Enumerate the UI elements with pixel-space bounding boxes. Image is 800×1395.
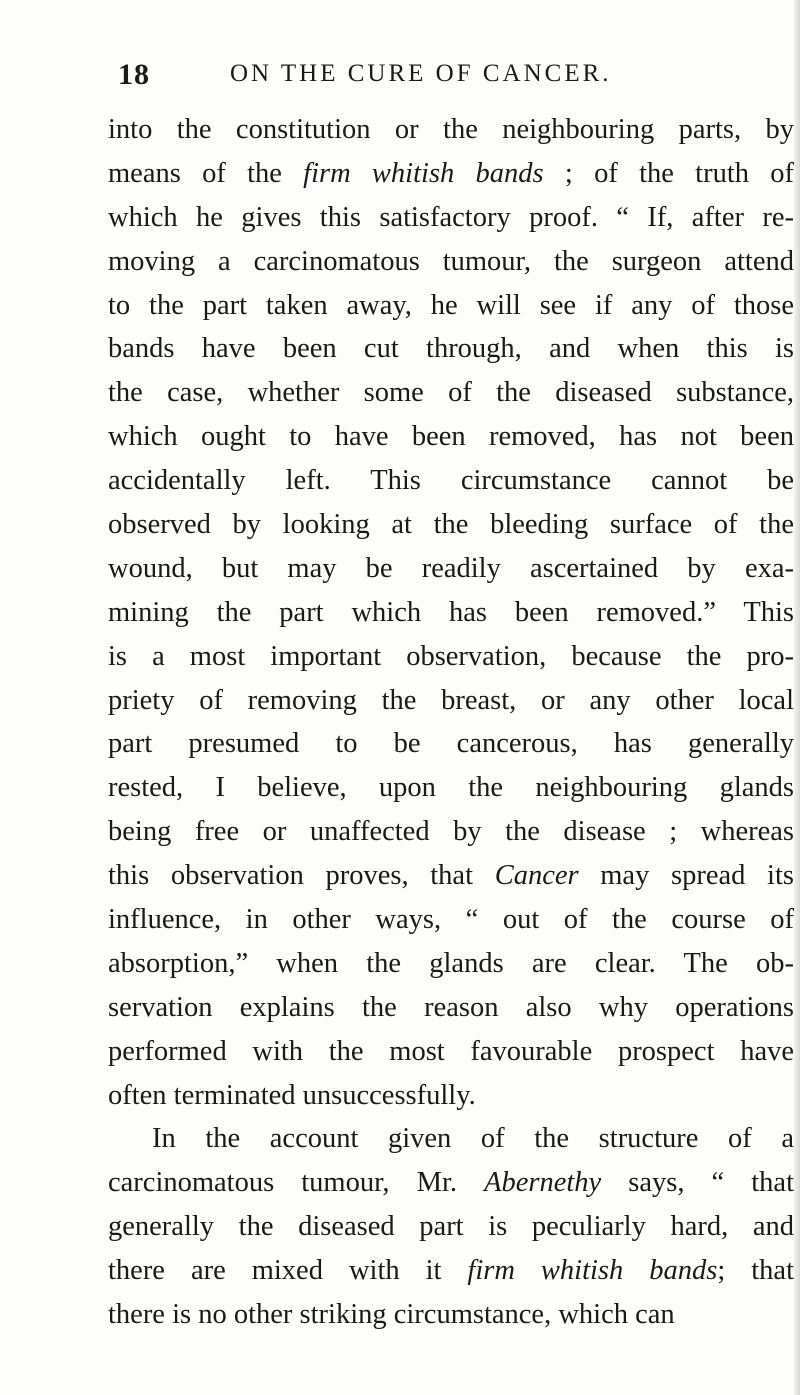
text-line	[108, 635, 794, 679]
italic-phrase: Cancer	[494, 860, 579, 892]
text-run: priety of removing the breast, or any other local	[108, 684, 794, 716]
text-line	[108, 1205, 794, 1249]
text-line	[108, 1293, 794, 1337]
text-run: means of the	[108, 157, 304, 189]
text-run: is a most important observation, because the pro-	[108, 640, 794, 672]
text-run: influence, in other ways, “ out of the course of	[108, 904, 794, 936]
text-run: servation explains the reason also why operations	[108, 991, 794, 1023]
text-run: wound, but may be readily ascertained by exa-	[108, 552, 794, 584]
text-line	[108, 591, 794, 635]
text-run: often terminated unsuccessfully.	[108, 1079, 476, 1111]
text-run: carcinomatous tumour, Mr.	[108, 1167, 485, 1199]
text-run: ; of the truth of	[543, 157, 794, 189]
text-run: there are mixed with it	[108, 1255, 468, 1287]
text-run: In the account given of the structure of a	[152, 1123, 794, 1155]
text-line	[108, 547, 794, 591]
text-line	[108, 1161, 794, 1205]
text-line	[108, 196, 794, 240]
text-line	[108, 722, 794, 766]
page-number: 18	[118, 58, 150, 91]
text-run: part presumed to be cancerous, has generally	[108, 728, 794, 760]
text-line	[108, 415, 794, 459]
text-line	[108, 1030, 794, 1074]
italic-phrase: firm whitish bands	[467, 1255, 718, 1287]
text-line	[108, 679, 794, 723]
text-line	[108, 284, 794, 328]
text-run: performed with the most favourable prospect have	[108, 1035, 794, 1067]
text-run: being free or unaffected by the disease ; whereas	[108, 816, 794, 848]
text-run: generally the diseased part is peculiarly hard, and	[108, 1211, 794, 1243]
text-line	[108, 1074, 794, 1118]
text-run: rested, I believe, upon the neighbouring glands	[108, 772, 794, 804]
text-run: says, “ that	[601, 1167, 794, 1199]
text-run: bands have been cut through, and when this is	[108, 333, 794, 365]
text-run: to the part taken away, he will see if any of those	[108, 289, 794, 321]
italic-phrase: Abernethy	[484, 1167, 602, 1199]
page-edge	[794, 0, 800, 1395]
text-run: the case, whether some of the diseased substance,	[108, 377, 794, 409]
text-run: observed by looking at the bleeding surface of the	[108, 509, 794, 541]
text-line	[108, 1117, 794, 1161]
text-line	[108, 240, 794, 284]
text-line	[108, 854, 794, 898]
text-run: there is no other striking circumstance, which can	[108, 1299, 675, 1331]
text-line	[108, 327, 794, 371]
text-run: absorption,” when the glands are clear. The ob-	[108, 947, 794, 979]
text-run: which ought to have been removed, has not been	[108, 421, 794, 453]
text-line	[108, 766, 794, 810]
text-line	[108, 810, 794, 854]
text-line	[108, 986, 794, 1030]
text-run: into the constitution or the neighbouring parts, by	[108, 114, 794, 145]
text-run: moving a carcinomatous tumour, the surgeon attend	[108, 245, 794, 277]
text-line	[108, 898, 794, 942]
italic-phrase: firm whitish bands	[303, 157, 544, 189]
body-text	[108, 108, 794, 1337]
text-run: this observation proves, that	[108, 860, 495, 892]
text-line	[108, 108, 794, 152]
text-line	[108, 942, 794, 986]
text-run: accidentally left. This circumstance cannot be	[108, 465, 794, 497]
text-line	[108, 1249, 794, 1293]
text-run: mining the part which has been removed.” This	[108, 596, 794, 628]
text-run: which he gives this satisfactory proof. “ If, after re-	[108, 201, 794, 233]
running-head	[118, 58, 758, 98]
running-title: ON THE CURE OF CANCER.	[230, 60, 612, 87]
text-line	[108, 152, 794, 196]
text-line	[108, 459, 794, 503]
text-run: ; that	[717, 1255, 794, 1287]
text-line	[108, 503, 794, 547]
text-line	[108, 371, 794, 415]
text-run: may spread its	[578, 860, 794, 892]
